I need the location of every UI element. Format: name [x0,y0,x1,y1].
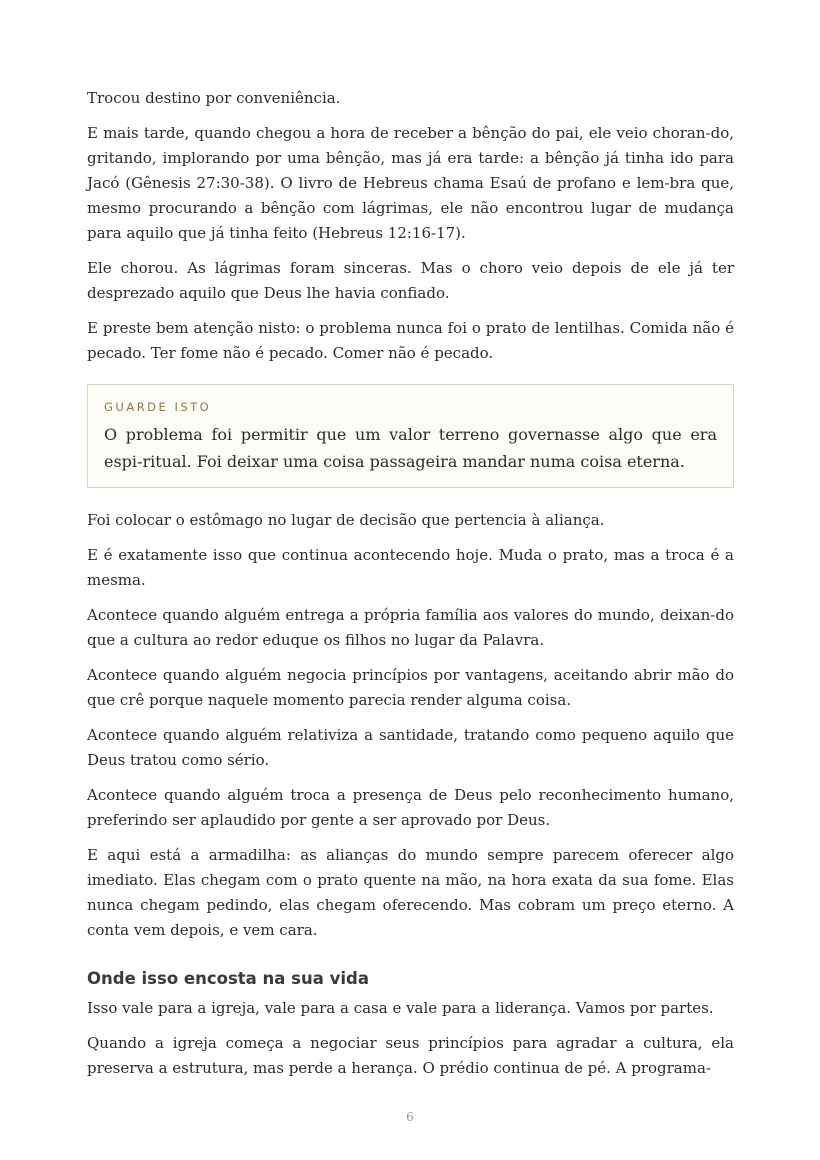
paragraph: E aqui está a armadilha: as alianças do mundo sempre parecem oferecer algo imediato. Elas chegam com o prato quente na mão, na hora exata da sua fome. Elas nunca chegam pedindo, elas chegam oferecendo. Mas cobram um preço eterno. A conta vem depois, e vem cara. [87,846,734,939]
callout-text: O problema foi permitir que um valor terreno governasse algo que era espi-ritual. Foi deixar uma coisa passageira mandar numa coisa eterna. [104,425,717,471]
paragraph: Acontece quando alguém negocia princípios por vantagens, aceitando abrir mão do que crê porque naquele momento parecia render alguma coisa. [87,666,734,709]
paragraph: E é exatamente isso que continua acontecendo hoje. Muda o prato, mas a troca é a mesma. [87,546,734,589]
section-heading: Onde isso encosta na sua vida [87,969,369,988]
paragraph: Isso vale para a igreja, vale para a casa e vale para a liderança. Vamos por partes. [87,999,714,1017]
page-number: 6 [406,1110,414,1124]
paragraph: E mais tarde, quando chegou a hora de receber a bênção do pai, ele veio choran-do, gritando, implorando por uma bênção, mas já era tarde: a bênção já tinha ido para Jacó (Gênesis 27:30-38). O livro de Hebreus chama Esaú de profano e lem-bra que, mesmo procurando a bênção com lágrimas, ele não encontrou lugar de mudança para aquilo que já tinha feito (Hebreus 12:16-17). [87,124,734,242]
paragraph: Acontece quando alguém relativiza a santidade, tratando como pequeno aquilo que Deus tratou como sério. [87,726,734,769]
callout-box [87,384,734,488]
paragraph: Trocou destino por conveniência. [87,89,341,107]
paragraph: Quando a igreja começa a negociar seus princípios para agradar a cultura, ela preserva a estrutura, mas perde a herança. O prédio continua de pé. A programa- [87,1034,734,1077]
page-content [87,86,734,1091]
paragraph: Foi colocar o estômago no lugar de decisão que pertencia à aliança. [87,511,605,529]
callout-label: GUARDE ISTO [104,400,212,414]
paragraph: Ele chorou. As lágrimas foram sinceras. Mas o choro veio depois de ele já ter desprezado aquilo que Deus lhe havia confiado. [87,259,734,302]
paragraph: E preste bem atenção nisto: o problema nunca foi o prato de lentilhas. Comida não é pecado. Ter fome não é pecado. Comer não é pecado. [87,319,734,362]
paragraph: Acontece quando alguém entrega a própria família aos valores do mundo, deixan-do que a cultura ao redor eduque os filhos no lugar da Palavra. [87,606,734,649]
paragraph: Acontece quando alguém troca a presença de Deus pelo reconhecimento humano, preferindo ser aplaudido por gente a ser aprovado por Deus. [87,786,734,829]
